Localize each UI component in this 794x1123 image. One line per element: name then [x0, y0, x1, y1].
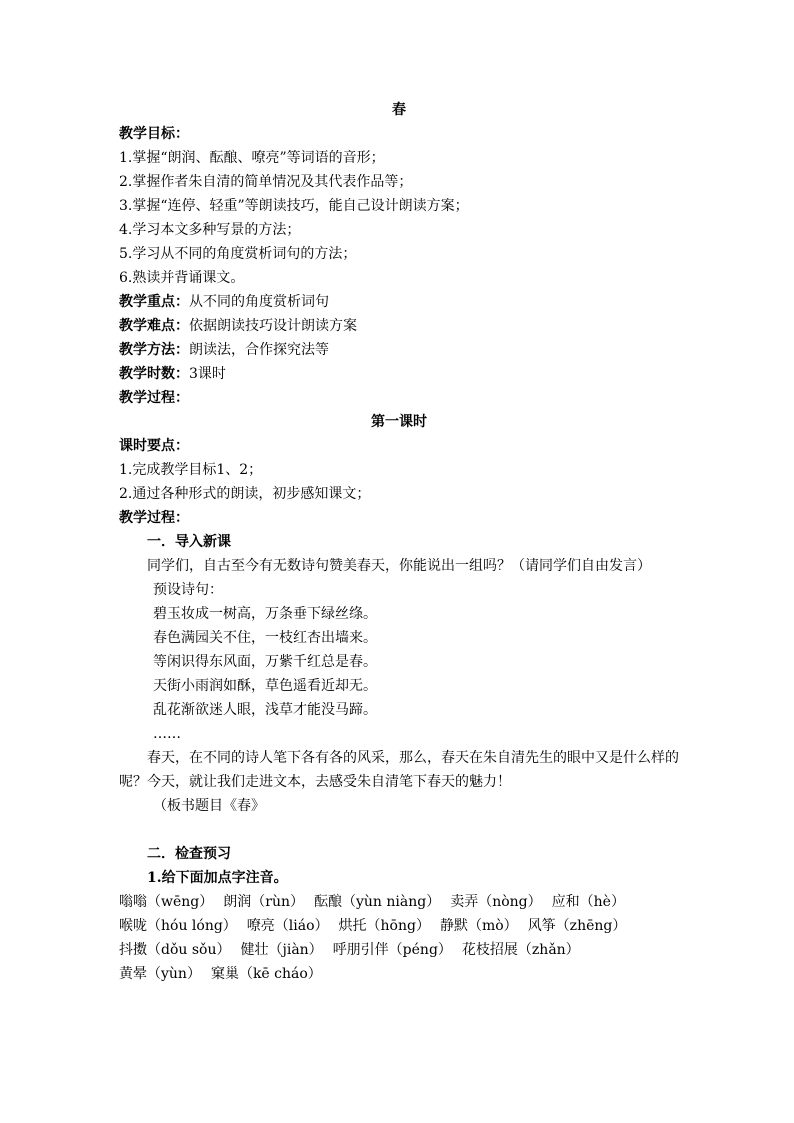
section1-heading: 一．导入新课 [147, 534, 231, 550]
pinyin-row [119, 938, 679, 962]
lesson-point-item: 1.完成教学目标1、2； [119, 462, 263, 478]
method-row [119, 338, 679, 362]
key-point-row [119, 290, 679, 314]
process-label: 教学过程： [119, 390, 189, 406]
lesson-points-label: 课时要点： [119, 438, 189, 454]
board-note: （板书题目《春》 [153, 798, 265, 814]
poem-line: 等闲识得东风面，万紫千红总是春。 [153, 654, 377, 670]
difficulty-label: 教学难点： [119, 318, 189, 334]
objective-item: 2.掌握作者朱自清的简单情况及其代表作品等； [119, 174, 413, 190]
ellipsis: …… [153, 726, 181, 742]
lesson-point-item: 2.通过各种形式的朗读，初步感知课文； [119, 486, 371, 502]
pinyin-item: 窠巢（kē cháo） [210, 966, 322, 982]
pinyin-item: 黄晕（yùn） [119, 966, 201, 982]
section1-intro: 同学们，自古至今有无数诗句赞美春天，你能说出一组吗？（请同学们自由发言） [147, 558, 651, 574]
key-point-value: 从不同的角度赏析词句 [189, 294, 329, 310]
objective-item: 1.掌握“朗润、酝酿、嘹亮”等词语的音形； [119, 150, 385, 166]
poem-line: 乱花渐欲迷人眼，浅草才能没马蹄。 [153, 702, 377, 718]
pinyin-item: 花枝招展（zhǎn） [461, 942, 580, 958]
difficulty-row [119, 314, 679, 338]
objective-item: 5.学习从不同的角度赏析词句的方法； [119, 246, 357, 262]
pinyin-item: 卖弄（nòng） [450, 894, 542, 910]
preset-label: 预设诗句： [153, 582, 223, 598]
poem-line: 天街小雨润如酥，草色遥看近却无。 [153, 678, 377, 694]
pinyin-row [119, 890, 679, 914]
difficulty-value: 依据朗读技巧设计朗读方案 [189, 318, 357, 334]
pinyin-item: 静默（mò） [439, 918, 518, 934]
hours-label: 教学时数： [119, 366, 189, 382]
pinyin-item: 嘹亮（liáo） [246, 918, 329, 934]
pinyin-row [119, 914, 679, 938]
pinyin-item: 嗡嗡（wēng） [119, 894, 214, 910]
section1-transition: 春天，在不同的诗人笔下各有各的风采，那么，春天在朱自清先生的眼中又是什么样的呢？今天，就让我们走进文本，去感受朱自清笔下春天的魅力！ [119, 750, 679, 790]
doc-title: 春 [392, 102, 406, 118]
pinyin-item: 健壮（jiàn） [240, 942, 323, 958]
document-page [119, 98, 679, 986]
hours-row [119, 362, 679, 386]
pinyin-item: 呼朋引伴（péng） [332, 942, 452, 958]
method-value: 朗读法，合作探究法等 [189, 342, 329, 358]
blank-line [119, 818, 679, 842]
pinyin-item: 抖擞（dǒu sǒu） [119, 942, 231, 958]
hours-value: 3课时 [189, 366, 226, 382]
pinyin-item: 烘托（hōng） [338, 918, 430, 934]
pinyin-row [119, 962, 679, 986]
lesson-process-label: 教学过程： [119, 510, 189, 526]
pinyin-item: 喉咙（hóu lóng） [119, 918, 237, 934]
key-point-label: 教学重点： [119, 294, 189, 310]
poem-line: 碧玉妆成一树高，万条垂下绿丝绦。 [153, 606, 377, 622]
objective-item: 3.掌握“连停、轻重”等朗读技巧，能自己设计朗读方案； [119, 198, 469, 214]
method-label: 教学方法： [119, 342, 189, 358]
pinyin-item: 朗润（rùn） [223, 894, 304, 910]
section2-heading: 二．检查预习 [147, 846, 231, 862]
lesson1-heading: 第一课时 [371, 414, 427, 430]
pinyin-item: 风筝（zhēng） [527, 918, 627, 934]
objective-item: 6.熟读并背诵课文。 [119, 270, 245, 286]
pinyin-item: 应和（hè） [551, 894, 625, 910]
objective-item: 4.学习本文多种写景的方法； [119, 222, 301, 238]
section2-task: 1.给下面加点字注音。 [147, 870, 288, 886]
pinyin-item: 酝酿（yùn niàng） [313, 894, 441, 910]
objectives-label: 教学目标： [119, 126, 189, 142]
poem-line: 春色满园关不住，一枝红杏出墙来。 [153, 630, 377, 646]
